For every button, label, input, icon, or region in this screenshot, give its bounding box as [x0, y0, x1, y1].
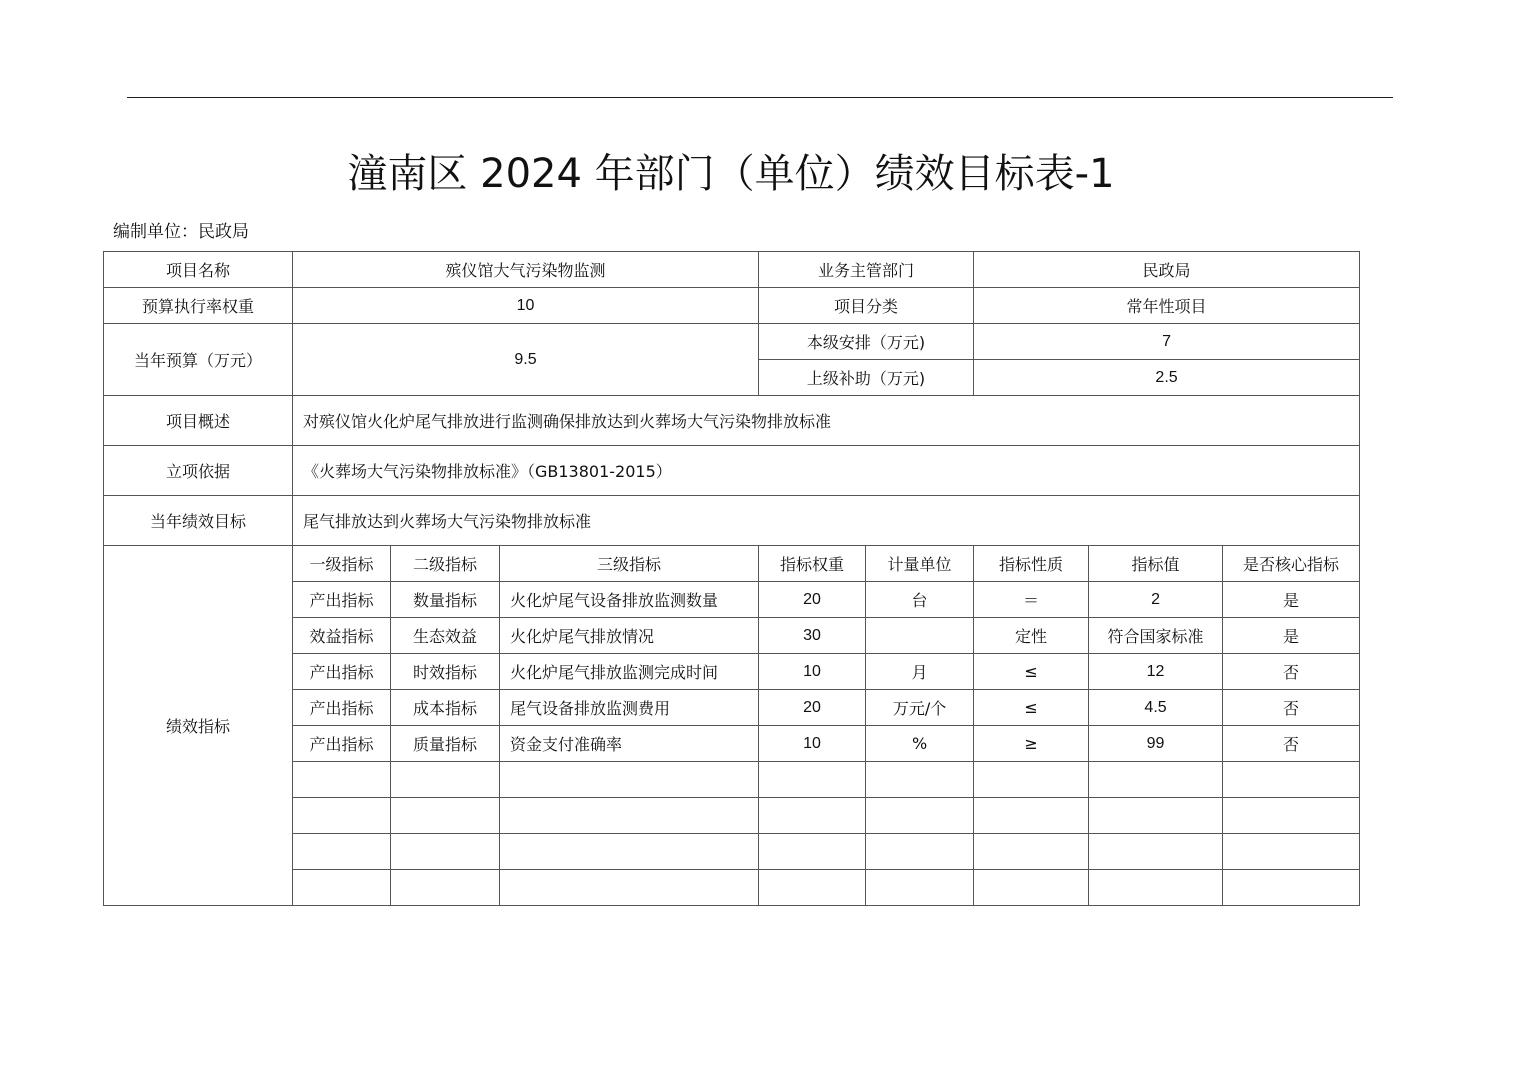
- supervisor-label: 业务主管部门: [759, 252, 974, 288]
- cell-nature: ≤: [974, 690, 1089, 726]
- cell-value: 99: [1089, 726, 1223, 762]
- cell-nature: [974, 870, 1089, 906]
- local-arrangement-value: 7: [974, 324, 1360, 360]
- cell-core: 否: [1223, 726, 1360, 762]
- cell-level2: 数量指标: [391, 582, 500, 618]
- cell-level3: [500, 762, 759, 798]
- project-name-label: 项目名称: [104, 252, 293, 288]
- cell-core: 否: [1223, 654, 1360, 690]
- cell-unit: %: [866, 726, 974, 762]
- cell-unit: [866, 834, 974, 870]
- goal-value: 尾气排放达到火葬场大气污染物排放标准: [293, 496, 1360, 546]
- cell-unit: [866, 618, 974, 654]
- cell-level1: 产出指标: [293, 690, 391, 726]
- superior-subsidy-value: 2.5: [974, 360, 1360, 396]
- annual-budget-value: 9.5: [293, 324, 759, 396]
- cell-weight: [759, 798, 866, 834]
- superior-subsidy-label: 上级补助（万元): [759, 360, 974, 396]
- cell-value: 12: [1089, 654, 1223, 690]
- cell-unit: [866, 798, 974, 834]
- cell-value: 4.5: [1089, 690, 1223, 726]
- indicator-row: [104, 582, 1360, 618]
- cell-level3: [500, 834, 759, 870]
- cell-nature: ≤: [974, 654, 1089, 690]
- supervisor-value: 民政局: [974, 252, 1360, 288]
- cell-level1: [293, 834, 391, 870]
- header-weight: 指标权重: [759, 546, 866, 582]
- header-level1: 一级指标: [293, 546, 391, 582]
- cell-value: 2: [1089, 582, 1223, 618]
- cell-level1: [293, 870, 391, 906]
- cell-nature: [974, 798, 1089, 834]
- cell-value: [1089, 762, 1223, 798]
- cell-unit: 台: [866, 582, 974, 618]
- cell-level1: 产出指标: [293, 726, 391, 762]
- indicator-row: [104, 654, 1360, 690]
- cell-core: [1223, 798, 1360, 834]
- cell-level2: 生态效益: [391, 618, 500, 654]
- cell-level2: [391, 762, 500, 798]
- overview-label: 项目概述: [104, 396, 293, 446]
- cell-core: [1223, 834, 1360, 870]
- cell-unit: [866, 762, 974, 798]
- goal-label: 当年绩效目标: [104, 496, 293, 546]
- budget-weight-label: 预算执行率权重: [104, 288, 293, 324]
- indicators-section-label: 绩效指标: [104, 546, 293, 906]
- cell-unit: 万元/个: [866, 690, 974, 726]
- budget-weight-value: 10: [293, 288, 759, 324]
- cell-core: 否: [1223, 690, 1360, 726]
- cell-level3: 资金支付准确率: [500, 726, 759, 762]
- cell-level2: 质量指标: [391, 726, 500, 762]
- cell-weight: 30: [759, 618, 866, 654]
- cell-weight: [759, 762, 866, 798]
- cell-core: 是: [1223, 582, 1360, 618]
- header-value: 指标值: [1089, 546, 1223, 582]
- cell-level1: [293, 762, 391, 798]
- indicator-row: [104, 762, 1360, 798]
- overview-value: 对殡仪馆火化炉尾气排放进行监测确保排放达到火葬场大气污染物排放标准: [293, 396, 1360, 446]
- indicator-row: [104, 798, 1360, 834]
- indicator-row: [104, 618, 1360, 654]
- cell-level1: [293, 798, 391, 834]
- cell-core: 是: [1223, 618, 1360, 654]
- cell-nature: ＝: [974, 582, 1089, 618]
- header-level3: 三级指标: [500, 546, 759, 582]
- cell-nature: [974, 762, 1089, 798]
- cell-value: 符合国家标准: [1089, 618, 1223, 654]
- cell-level1: 效益指标: [293, 618, 391, 654]
- cell-value: [1089, 798, 1223, 834]
- cell-level2: [391, 870, 500, 906]
- cell-level2: [391, 834, 500, 870]
- indicator-row: [104, 726, 1360, 762]
- cell-level2: 成本指标: [391, 690, 500, 726]
- annual-budget-label: 当年预算（万元）: [104, 324, 293, 396]
- cell-weight: [759, 870, 866, 906]
- cell-core: [1223, 870, 1360, 906]
- cell-unit: 月: [866, 654, 974, 690]
- cell-weight: 10: [759, 654, 866, 690]
- cell-value: [1089, 834, 1223, 870]
- cell-unit: [866, 870, 974, 906]
- cell-nature: 定性: [974, 618, 1089, 654]
- indicator-row: [104, 834, 1360, 870]
- cell-level1: 产出指标: [293, 582, 391, 618]
- category-label: 项目分类: [759, 288, 974, 324]
- cell-level2: 时效指标: [391, 654, 500, 690]
- basis-label: 立项依据: [104, 446, 293, 496]
- cell-nature: ≥: [974, 726, 1089, 762]
- cell-level3: [500, 798, 759, 834]
- cell-level2: [391, 798, 500, 834]
- cell-weight: 10: [759, 726, 866, 762]
- indicator-row: [104, 870, 1360, 906]
- header-level2: 二级指标: [391, 546, 500, 582]
- header-unit: 计量单位: [866, 546, 974, 582]
- local-arrangement-label: 本级安排（万元): [759, 324, 974, 360]
- cell-core: [1223, 762, 1360, 798]
- performance-goal-table: [103, 251, 1360, 906]
- cell-level3: [500, 870, 759, 906]
- project-name-value: 殡仪馆大气污染物监测: [293, 252, 759, 288]
- cell-level3: 火化炉尾气排放监测完成时间: [500, 654, 759, 690]
- cell-weight: 20: [759, 582, 866, 618]
- cell-level1: 产出指标: [293, 654, 391, 690]
- cell-nature: [974, 834, 1089, 870]
- header-core: 是否核心指标: [1223, 546, 1360, 582]
- header-nature: 指标性质: [974, 546, 1089, 582]
- indicator-row: [104, 690, 1360, 726]
- cell-value: [1089, 870, 1223, 906]
- compiling-unit: 编制单位：民政局: [113, 222, 249, 242]
- category-value: 常年性项目: [974, 288, 1360, 324]
- cell-level3: 火化炉尾气排放情况: [500, 618, 759, 654]
- cell-level3: 火化炉尾气设备排放监测数量: [500, 582, 759, 618]
- cell-weight: 20: [759, 690, 866, 726]
- basis-value: 《火葬场大气污染物排放标准》（GB13801-2015）: [293, 446, 1360, 496]
- header-rule: [127, 97, 1393, 98]
- page-title: 潼南区 2024 年部门（单位）绩效目标表-1: [347, 151, 1115, 197]
- cell-weight: [759, 834, 866, 870]
- cell-level3: 尾气设备排放监测费用: [500, 690, 759, 726]
